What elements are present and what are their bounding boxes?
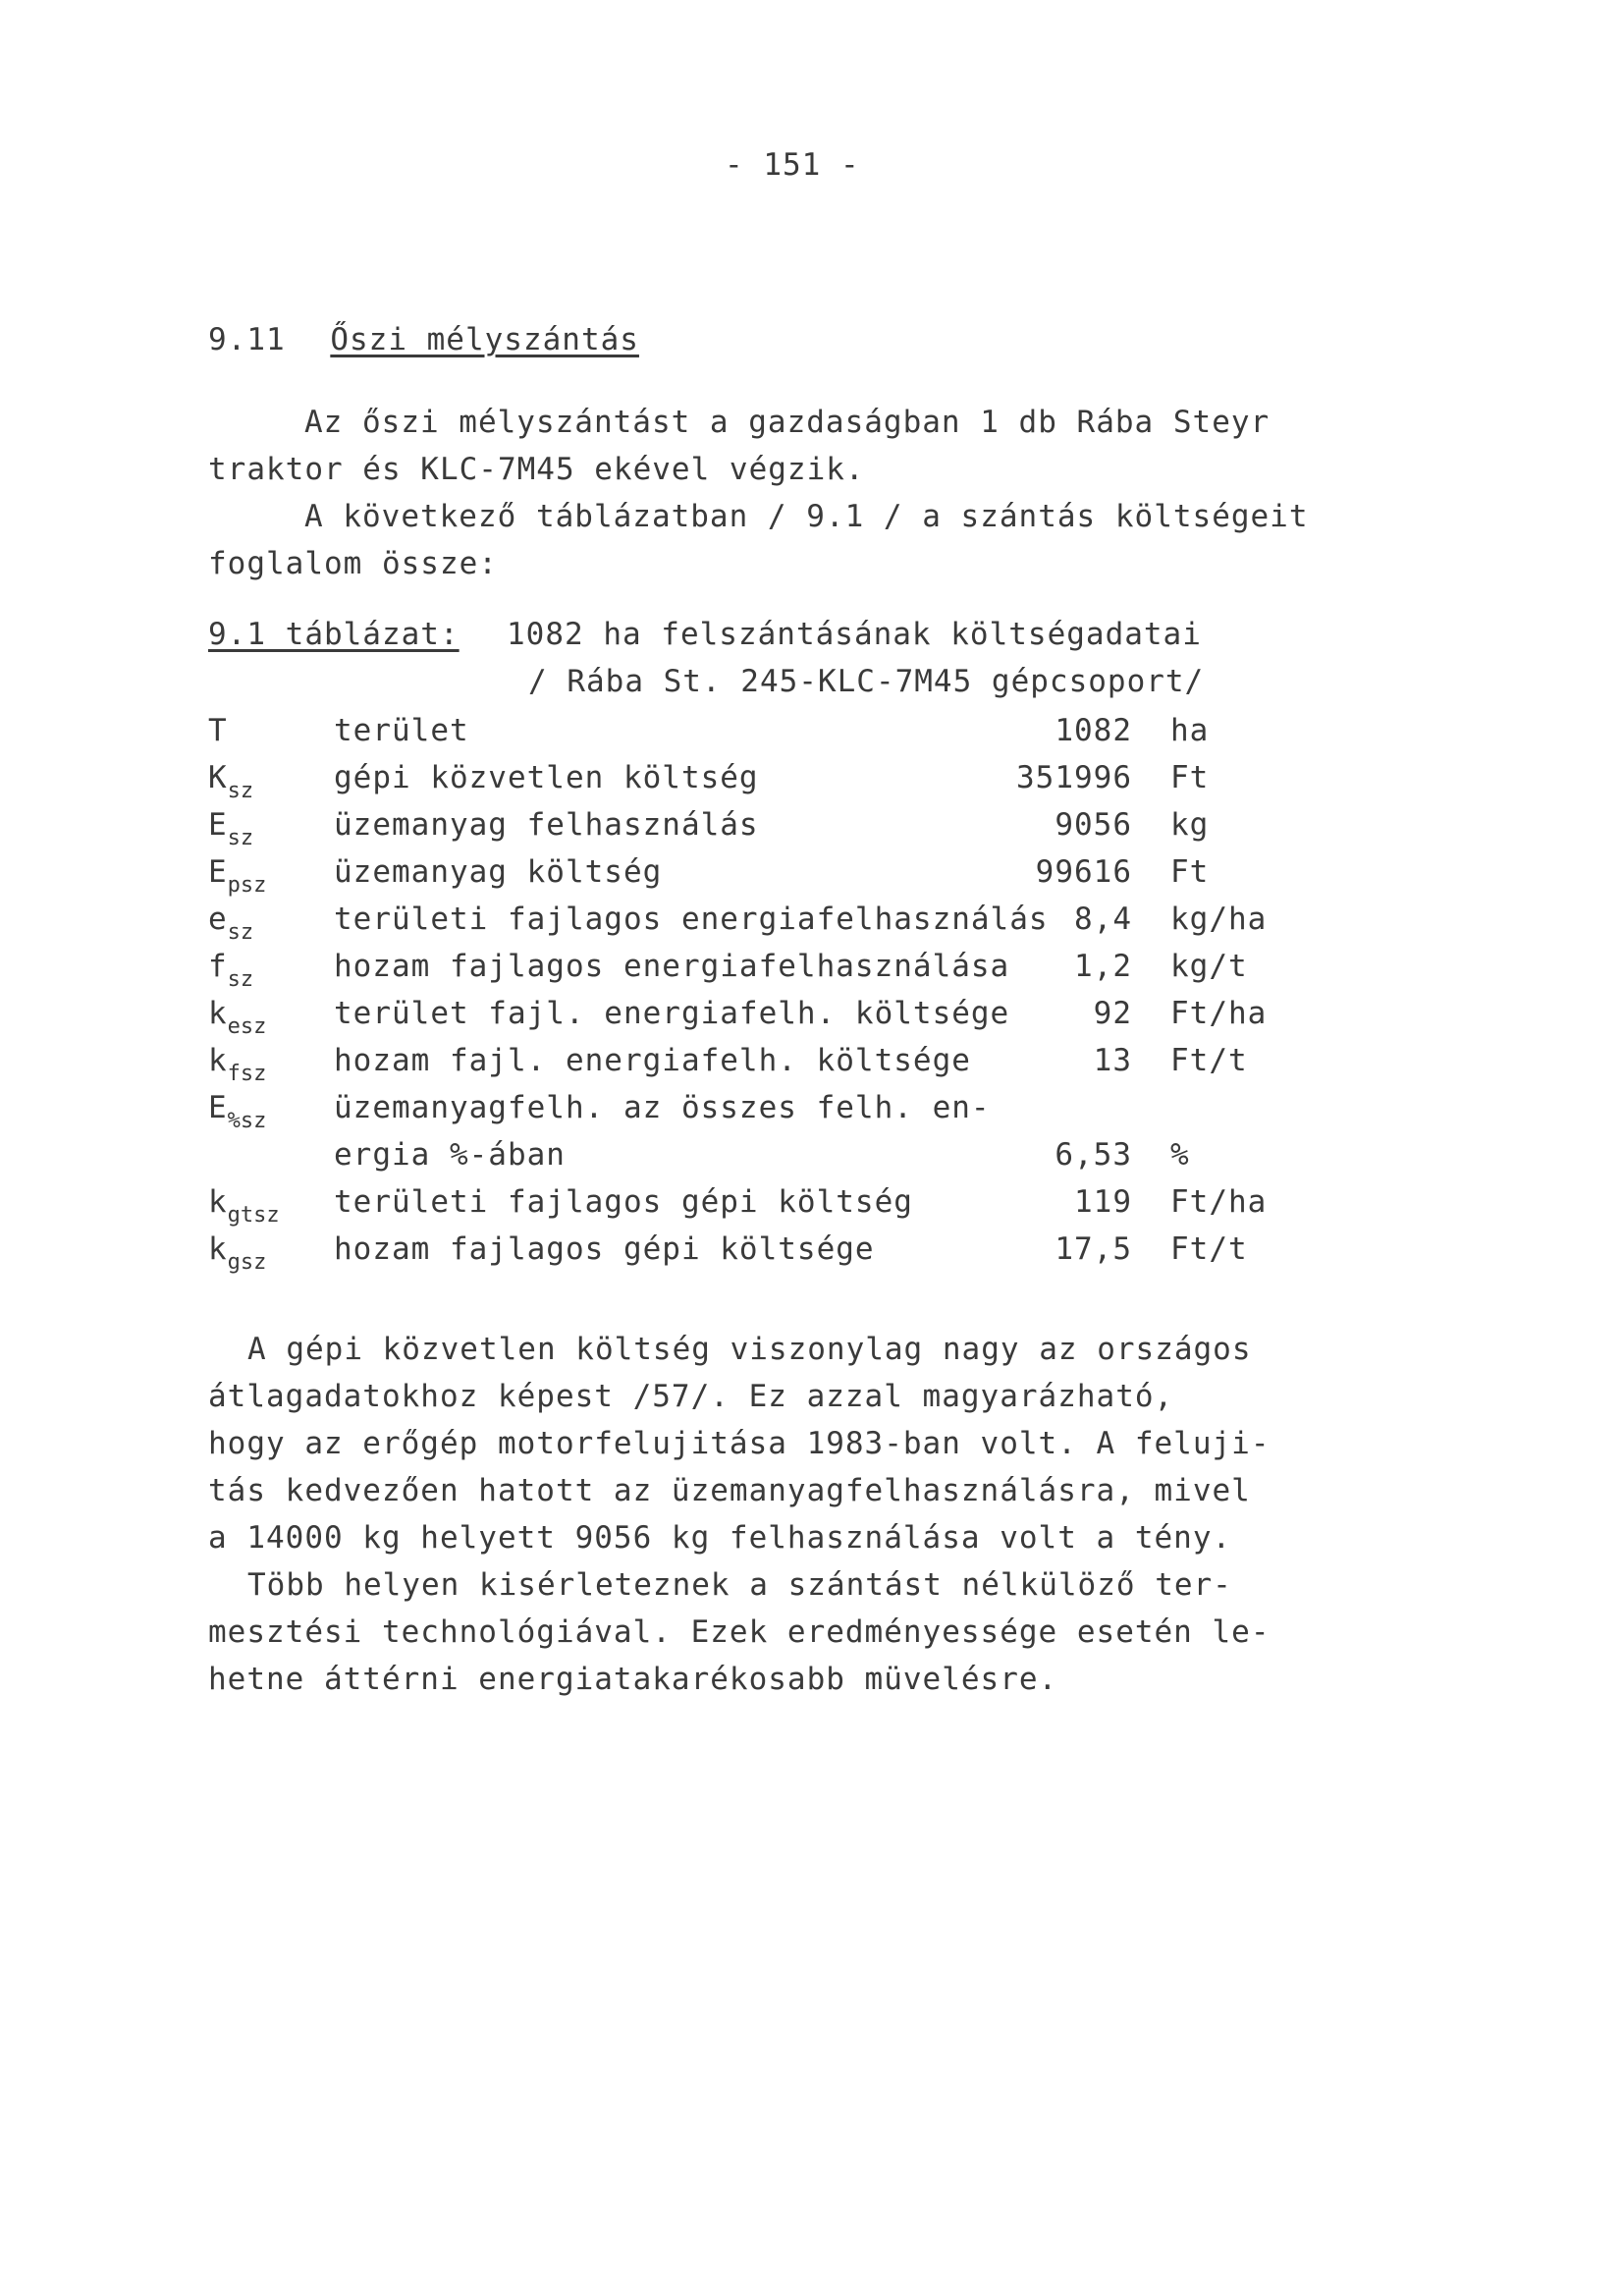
table-row [0, 854, 1623, 902]
body-line: mesztési technológiával. Ezek eredményessége esetén le- [208, 1614, 1271, 1650]
row-symbol: $k_{gsz}$ [208, 1231, 267, 1275]
row-symbol: $f_{sz}$ [208, 949, 254, 992]
row-description: üzemanyag felhasználás [334, 807, 759, 843]
body-line: hogy az erőgép motorfelujitása 1983-ban volt. A feluji- [208, 1426, 1271, 1461]
table-row [0, 902, 1623, 949]
row-description: hozam fajlagos energiafelhasználása [334, 949, 1010, 984]
table-row [0, 1043, 1623, 1090]
row-description: üzemanyag költség [334, 854, 663, 890]
intro-line: foglalom össze: [208, 546, 498, 581]
row-value: 92 [1093, 996, 1132, 1031]
row-symbol: $k_{gtsz}$ [208, 1184, 280, 1228]
row-symbol: T [208, 713, 228, 748]
row-value: 6,53 [1055, 1137, 1132, 1173]
row-symbol: $E_{psz}$ [208, 854, 267, 898]
row-description: területi fajlagos energiafelhasználás [334, 902, 1049, 937]
table-title: 1082 ha felszántásának költségadatai [507, 617, 1202, 652]
row-description: hozam fajlagos gépi költsége [334, 1231, 875, 1267]
body-line: átlagadatokhoz képest /57/. Ez azzal magyarázható, [208, 1379, 1174, 1414]
table-label: 9.1 táblázat: [208, 617, 460, 652]
intro-line: A következő táblázatban / 9.1 / a szántás költségeit [304, 499, 1309, 534]
table-row [0, 807, 1623, 854]
body-line: tás kedvezően hatott az üzemanyagfelhasználásra, mivel [208, 1473, 1251, 1508]
table-row [0, 1137, 1623, 1184]
table-row [0, 1231, 1623, 1279]
row-symbol: $K_{sz}$ [208, 760, 254, 803]
intro-line: Az őszi mélyszántást a gazdaságban 1 db Rába Steyr [304, 405, 1271, 440]
row-unit: Ft [1170, 760, 1210, 795]
body-line: hetne áttérni energiatakarékosabb müvelésre. [208, 1662, 1058, 1697]
row-unit: ha [1170, 713, 1210, 748]
row-unit: % [1170, 1137, 1190, 1173]
row-value: 351996 [1016, 760, 1132, 795]
row-unit: Ft/t [1170, 1043, 1248, 1078]
row-unit: kg/ha [1170, 902, 1268, 937]
table-row [0, 996, 1623, 1043]
table-subtitle: / Rába St. 245-KLC-7M45 gépcsoport/ [528, 664, 1205, 699]
body-line: a 14000 kg helyett 9056 kg felhasználása volt a tény. [208, 1520, 1232, 1556]
row-unit: kg/t [1170, 949, 1248, 984]
body-line: A gépi közvetlen költség viszonylag nagy az országos [247, 1332, 1252, 1367]
row-description: terület fajl. energiafelh. költsége [334, 996, 1010, 1031]
row-description: üzemanyagfelh. az összes felh. en- [334, 1090, 991, 1125]
row-symbol: $k_{fsz}$ [208, 1043, 267, 1086]
row-symbol: $E_{\%sz}$ [208, 1090, 267, 1133]
row-value: 8,4 [1074, 902, 1132, 937]
row-description: ergia %-ában [334, 1137, 566, 1173]
row-value: 17,5 [1055, 1231, 1132, 1267]
row-description: gépi közvetlen költség [334, 760, 759, 795]
row-value: 9056 [1055, 807, 1132, 843]
body-line: Több helyen kisérleteznek a szántást nélkülöző ter- [247, 1567, 1232, 1603]
page-number: - 151 - [725, 147, 860, 183]
row-value: 1082 [1055, 713, 1132, 748]
table-row [0, 949, 1623, 996]
row-value: 1,2 [1074, 949, 1132, 984]
row-description: hozam fajl. energiafelh. költsége [334, 1043, 971, 1078]
row-symbol: $E_{sz}$ [208, 807, 254, 850]
row-unit: Ft [1170, 854, 1210, 890]
table-row [0, 760, 1623, 807]
section-title: Őszi mélyszántás [330, 322, 639, 357]
row-value: 119 [1074, 1184, 1132, 1220]
table-row [0, 1090, 1623, 1137]
row-symbol: $k_{esz}$ [208, 996, 267, 1039]
row-unit: Ft/ha [1170, 1184, 1268, 1220]
table-row [0, 1184, 1623, 1231]
row-description: terület [334, 713, 469, 748]
row-value: 99616 [1035, 854, 1132, 890]
row-description: területi fajlagos gépi költség [334, 1184, 913, 1220]
row-value: 13 [1093, 1043, 1132, 1078]
section-number: 9.11 [208, 322, 286, 357]
row-unit: kg [1170, 807, 1210, 843]
row-symbol: $e_{sz}$ [208, 902, 254, 945]
table-row [0, 713, 1623, 760]
section-heading [208, 322, 639, 357]
row-unit: Ft/ha [1170, 996, 1268, 1031]
row-unit: Ft/t [1170, 1231, 1248, 1267]
intro-line: traktor és KLC-7M45 ekével végzik. [208, 452, 865, 487]
